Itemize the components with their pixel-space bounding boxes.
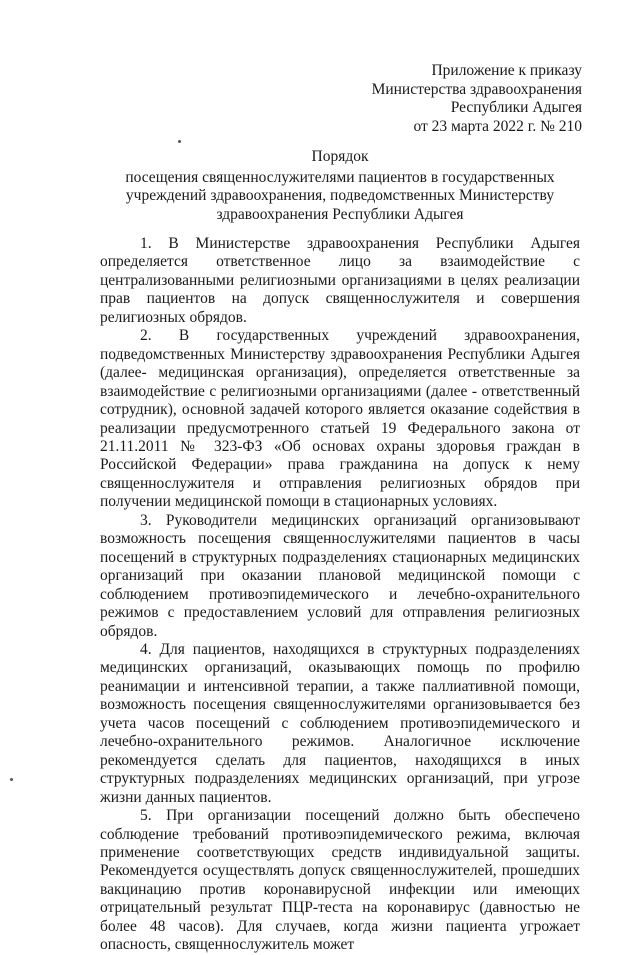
title-line-2: учреждений здравоохранения, подведомственных Министерству bbox=[125, 187, 555, 205]
paragraph-1: 1. В Министерстве здравоохранения Республики Адыгея определяется ответственное лицо за взаимодействие с централизованными религиозными организациями в целях реализации прав пациентов на допуск священнослужителя и совершения религиозных обрядов. bbox=[100, 235, 580, 326]
scan-speck bbox=[10, 778, 13, 781]
document-body bbox=[100, 235, 580, 955]
appendix-line-1: Приложение к приказу bbox=[431, 62, 582, 79]
paragraph-5: 5. При организации посещений должно быть обеспечено соблюдение требований противоэпидемического режима, включая применение соответствующих средств индивидуальной защиты. Рекомендуется осуществлять допуск священнослужителей, прошедших вакцинацию против коронавирусной инфекции или имеющих отрицательный результат ПЦР-теста на коронавирус (давностью не более 48 часов). Для случаев, когда жизни пациента угрожает опасность, священнослужитель может bbox=[100, 807, 580, 954]
appendix-header bbox=[372, 62, 582, 136]
title-line-3: здравоохранения Республики Адыгея bbox=[216, 205, 464, 223]
appendix-line-2: Министерства здравоохранения bbox=[371, 80, 582, 98]
title-line-1: посещения священнослужителями пациентов в государственных bbox=[125, 168, 555, 186]
appendix-line-4: от 23 марта 2022 г. № 210 bbox=[413, 117, 582, 135]
title-heading: Порядок bbox=[311, 148, 369, 165]
appendix-line-3: Республики Адыгея bbox=[450, 99, 582, 117]
document-title bbox=[100, 148, 580, 224]
scan-speck bbox=[178, 140, 181, 143]
paragraph-3: 3. Руководители медицинских организаций организовывают возможность посещения священнослужителями пациентов в часы посещений в структурных подразделениях стационарных медицинских организаций при оказании плановой медицинской помощи с соблюдением противоэпидемического и лечебно-охранительного режимов с предоставлением условий для отправления религиозных обрядов. bbox=[100, 511, 580, 640]
paragraph-2: 2. В государственных учреждений здравоохранения, подведомственных Министерству здравоохранения Республики Адыгея (далее- медицинская организация), определяется ответственные за взаимодействие с религиозными организациями (далее - ответственный сотрудник), основной задачей которого является оказание содействия в реализации предусмотренного статьей 19 Федерального закона от 21.11.2011 № 323-ФЗ «Об основах охраны здоровья граждан в Российской Федерации» права гражданина на допуск к нему священнослужителя и отправления религиозных обрядов при получении медицинской помощи в стационарных условиях. bbox=[100, 327, 580, 511]
paragraph-4: 4. Для пациентов, находящихся в структурных подразделениях медицинских организаций, оказывающих помощь по профилю реанимации и интенсивной терапии, а также паллиативной помощи, возможность посещения священнослужителями организовывается без учета часов посещений с соблюдением противоэпидемического и лечебно-охранительного режимов. Аналогичное исключение рекомендуется сделать для пациентов, находящихся в иных структурных подразделениях медицинских организаций, при угрозе жизни данных пациентов. bbox=[100, 640, 580, 806]
